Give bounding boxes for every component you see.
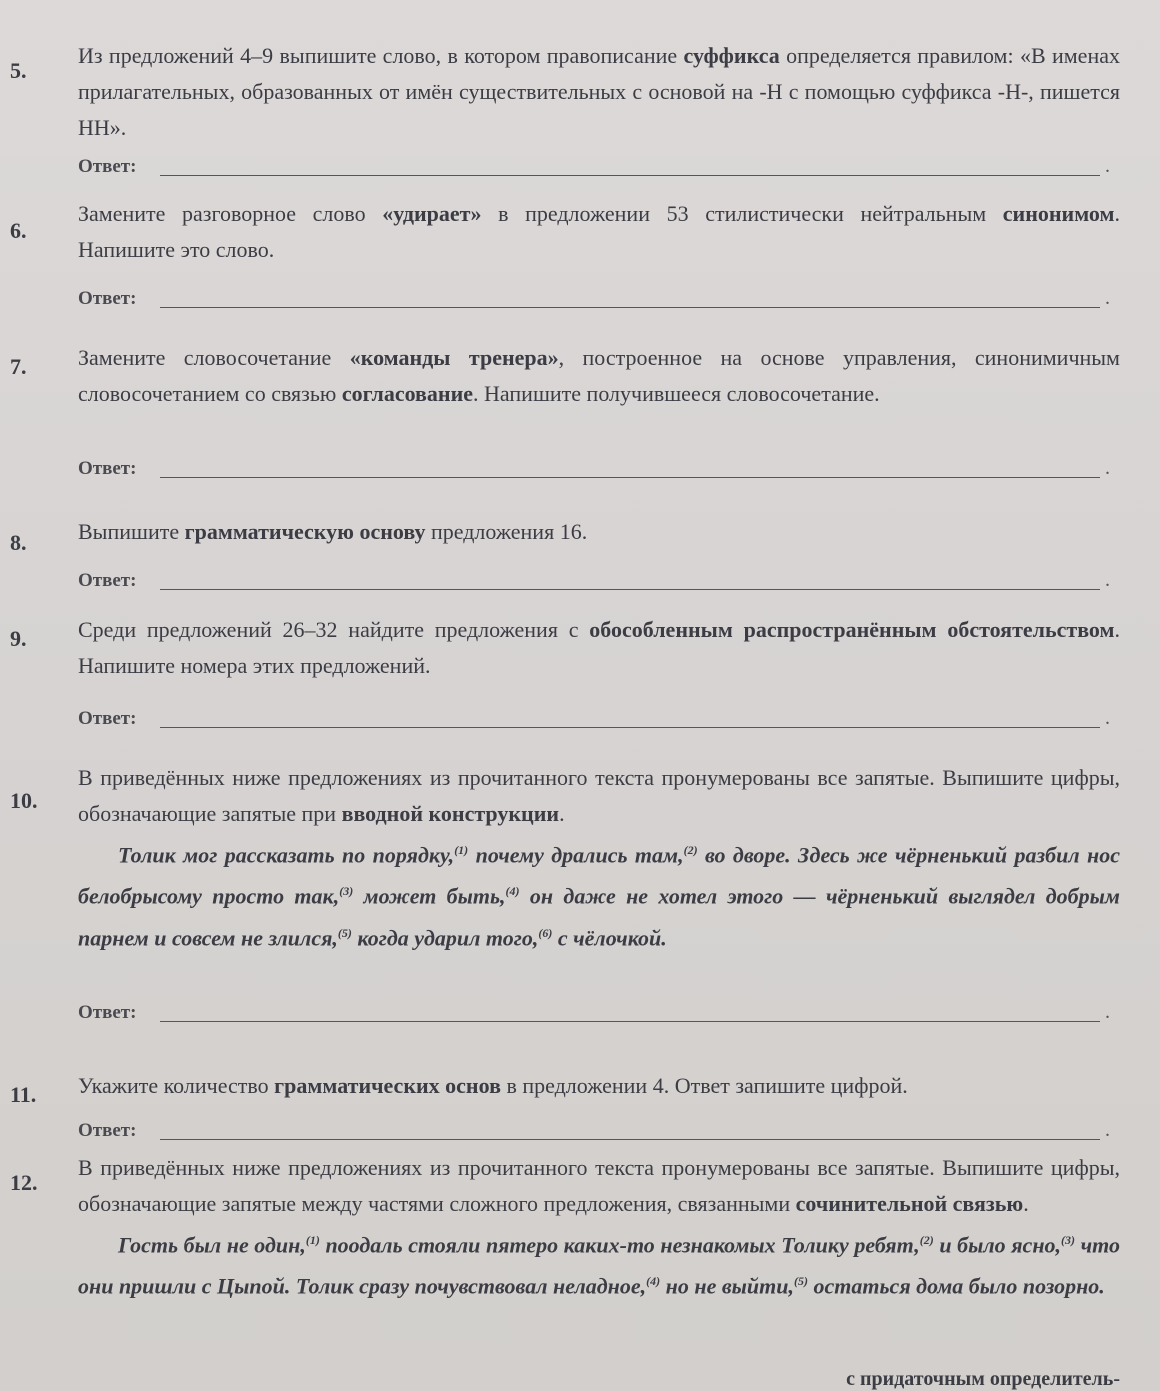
- comma-number: (1): [305, 1233, 320, 1247]
- task-text-emphasis: грамматических основ: [274, 1073, 501, 1098]
- task-text-part: , построенное на основе управления, синонимичным словосочетанием со связью: [78, 345, 1120, 406]
- task-text-part: Среди предложений 26–32 найдите предложения с: [78, 617, 590, 642]
- answer-line[interactable]: [160, 1021, 1100, 1022]
- comma-number: (4): [646, 1274, 661, 1289]
- answer-period: .: [1105, 155, 1110, 177]
- task-text-part: .: [559, 801, 565, 826]
- task-text-emphasis: синонимом: [1002, 201, 1115, 226]
- answer-line[interactable]: [160, 1139, 1100, 1140]
- text-excerpt: Гость был не один,$^{(1)}$ поодаль стояли пятеро каких-то незнакомых Толику ребят,$^{(2)}$ и было ясно,$^{(3)}$ что они пришли с Цыпой. Толик сразу почувствовал неладное,$^{(4)}$ но не выйти,$^{(5)}$ остаться дома было позорно.: [78, 1232, 1120, 1299]
- task-number: 5.: [10, 58, 27, 83]
- comma-number: (4): [505, 884, 520, 899]
- task-text: [78, 612, 1120, 684]
- comma-number: (1): [454, 843, 469, 857]
- task-text: [78, 340, 1120, 412]
- task-text: [78, 196, 1120, 268]
- task-text-part: Замените разговорное слово: [78, 201, 383, 226]
- answer-period: .: [1105, 569, 1110, 591]
- task-text-part: в предложении 4. Ответ запишите цифрой.: [500, 1073, 908, 1098]
- footer-fragment: с придаточным определитель-: [846, 1368, 1120, 1390]
- task-text-part: . Напишите номера этих предложений.: [78, 617, 1121, 678]
- task-text: [78, 1150, 1120, 1305]
- task-number: 11.: [10, 1082, 37, 1107]
- task-number: 12.: [10, 1170, 38, 1195]
- answer-row[interactable]: [78, 702, 1120, 732]
- task-text-part: Укажите количество: [78, 1073, 275, 1098]
- task-text-emphasis: «команды тренера»: [349, 345, 559, 370]
- answer-line[interactable]: [160, 477, 1100, 478]
- task-text-emphasis: вводной конструкции: [341, 801, 560, 826]
- task-text: [78, 38, 1120, 146]
- answer-row[interactable]: [78, 150, 1120, 180]
- comma-number: (5): [337, 925, 352, 940]
- answer-label: Ответ:: [78, 1120, 137, 1141]
- task-text-part: Замените словосочетание: [78, 345, 350, 370]
- answer-label: Ответ:: [78, 708, 137, 729]
- comma-number: (5): [794, 1274, 809, 1289]
- task-text: [78, 760, 1120, 956]
- task-number: 9.: [10, 626, 27, 651]
- task-text-part: Выпишите: [78, 519, 185, 544]
- answer-period: .: [1105, 1119, 1110, 1141]
- answer-row[interactable]: [78, 282, 1120, 312]
- task-text-emphasis: грамматическую основу: [184, 519, 426, 544]
- task-text-emphasis: сочинительной связью: [795, 1191, 1024, 1216]
- comma-number: (2): [919, 1233, 934, 1247]
- task-text-emphasis: «удирает»: [382, 201, 482, 226]
- task-text-emphasis: обособленным распространённым обстоятельством: [589, 617, 1115, 642]
- answer-line[interactable]: [160, 727, 1100, 728]
- task-number: 6.: [10, 218, 27, 243]
- answer-label: Ответ:: [78, 288, 137, 309]
- answer-period: .: [1105, 457, 1110, 479]
- comma-number: (2): [683, 843, 698, 857]
- task-number: 7.: [10, 354, 27, 379]
- task-text-part: . Напишите это слово.: [78, 201, 1120, 262]
- task-text-part: В приведённых ниже предложениях из прочитанного текста пронумерованы все запятые. Выпишите цифры, обозначающие запятые между частями сложного предложения, связанными: [78, 1155, 1120, 1216]
- task-text: [78, 1068, 1120, 1104]
- answer-line[interactable]: [160, 175, 1100, 176]
- task-text-part: в предложении 53 стилистически нейтральным: [481, 201, 1003, 226]
- answer-line[interactable]: [160, 589, 1100, 590]
- task-text-part: определяется правилом: «В именах прилагательных, образованных от имён существительных с основой на -Н с помощью суффикса -Н-, пишется НН».: [78, 43, 1120, 140]
- answer-period: .: [1105, 1001, 1110, 1023]
- task-number: 8.: [10, 530, 27, 555]
- answer-row[interactable]: [78, 996, 1120, 1026]
- answer-label: Ответ:: [78, 458, 137, 479]
- answer-period: .: [1105, 707, 1110, 729]
- answer-label: Ответ:: [78, 156, 137, 177]
- task-text-emphasis: суффикса: [683, 43, 780, 68]
- comma-number: (3): [1061, 1233, 1076, 1247]
- comma-number: (6): [538, 925, 553, 940]
- answer-row[interactable]: [78, 1114, 1120, 1144]
- answer-label: Ответ:: [78, 1002, 137, 1023]
- answer-row[interactable]: [78, 564, 1120, 594]
- task-text-part: .: [1023, 1191, 1029, 1216]
- task-text-part: В приведённых ниже предложениях из прочитанного текста пронумерованы все запятые. Выпишите цифры, обозначающие запятые при: [78, 765, 1120, 826]
- task-text-emphasis: согласование: [341, 381, 474, 406]
- answer-period: .: [1105, 287, 1110, 309]
- text-excerpt: Толик мог рассказать по порядку,$^{(1)}$ почему дрались там,$^{(2)}$ во дворе. Здесь же чёрненький разбил нос белобрысому просто так,$^{(3)}$ может быть,$^{(4)}$ он даже не хотел этого — чёрненький выглядел добрым парнем и совсем не злился,$^{(5)}$ когда ударил того,$^{(6)}$ с чёлочкой.: [78, 842, 1120, 950]
- answer-row[interactable]: [78, 452, 1120, 482]
- task-number: 10.: [10, 788, 38, 813]
- task-text-part: предложения 16.: [425, 519, 588, 544]
- task-text: [78, 514, 1120, 550]
- answer-label: Ответ:: [78, 570, 137, 591]
- comma-number: (3): [339, 884, 354, 899]
- task-text-part: Из предложений 4–9 выпишите слово, в котором правописание: [78, 43, 684, 68]
- answer-line[interactable]: [160, 307, 1100, 308]
- task-text-part: . Напишите получившееся словосочетание.: [473, 381, 880, 406]
